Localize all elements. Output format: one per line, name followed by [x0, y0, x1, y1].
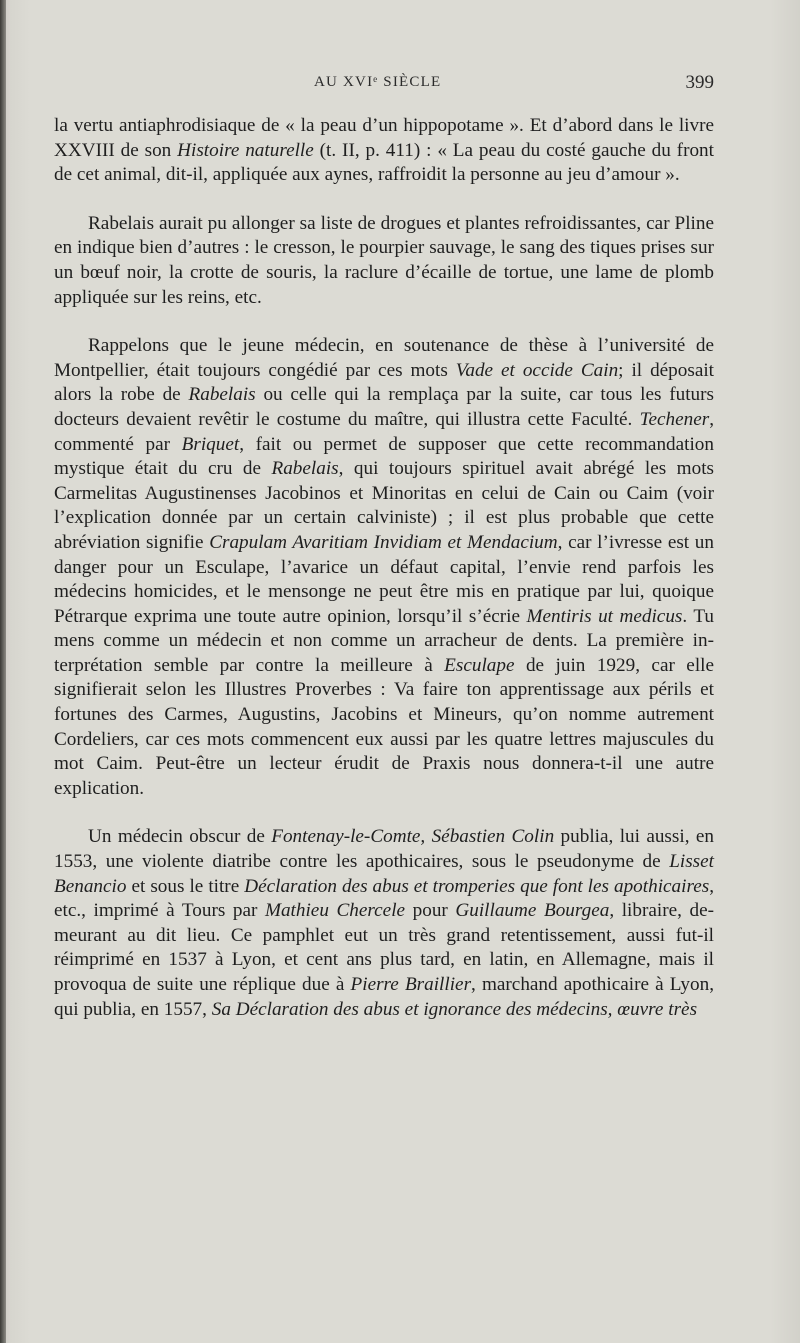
text-run: ou celle qui la remplaça par la suite, car tous les futurs docteurs devaient revêtir le costume du maître, qui illustra cette Faculté. — [54, 384, 715, 430]
text-run: , car l’ivresse est un danger pour un Esculape, l’avarice un défaut capital, l’envie rend parfois les médecins homicides, et le mensonge ne peut être mis en pratique par lui, quoique Pétrarque exprima une toute autre opinion, lorsqu’il s’écrie — [54, 531, 714, 627]
text-run: et sous le titre — [126, 875, 245, 897]
italic-run: Mathieu Chercele — [264, 900, 406, 922]
text-run: Rappelons que le jeune médecin, en soutenance de thèse à l’université de Montpellier, était toujours congédié par ces mots — [54, 335, 714, 381]
italic-run: Briquet — [181, 433, 240, 455]
italic-run: Rabelais — [188, 384, 256, 406]
text-run: pour — [405, 900, 456, 922]
text-run: de juin 1929, car elle signifierait selon les Illustres Proverbes : Va faire ton apprentissage aux périls et fortunes des Carmes, Augustins, Jacobins et Mineurs, qu’on nomme autrement Cordeliers, car ces mots commencent eux aussi par les quatre lettres majuscules du mot Caim. Peut-être un lecteur érudit de Praxis nous donnera-t-il une autre explication. — [54, 654, 714, 799]
text-run: Rabelais aurait pu allonger sa liste de drogues et plantes refroidissantes, car Pline en indique bien d’autres : le cresson, le pourpier sauvage, le sang des tiques prises sur un bœuf noir, la crotte de souris, la raclure d’écaille de tortue, une lame de plomb appliquée sur les reins, etc. — [54, 212, 714, 308]
text-run: (t. II, p. 411) : « La peau du costé gauche du front de cet animal, dit-il, appliquée aux aynes, raffroidit la personne au jeu d’amour ». — [54, 139, 714, 186]
paragraph-montpellier-these — [54, 334, 714, 801]
page-header — [54, 72, 714, 98]
text-run: , qui toujours spirituel avait abrégé les mots Carmelitas Augustinenses Jacobinos et Minoritas en celui de Cain ou Caim (voir l’explication donnée par un certain calviniste) ; il est plus probable que cette abréviation signifie — [54, 458, 714, 553]
text-run: , etc., imprimé à Tours par — [54, 875, 714, 922]
italic-run: Sa Déclaration des abus et ignorance des médecins, œuvre très — [211, 998, 698, 1020]
paragraph-hippopotame — [54, 114, 714, 188]
italic-run: Histoire naturelle — [177, 139, 314, 161]
text-run: , libraire, demeurant au dit lieu. Ce pamphlet eut un très grand retentissement, aussi fut-il réimprimé en 1537 à Lyon, et cent ans plus tard, en latin, en Allemagne, mais il provoqua de suite une réplique due à — [54, 900, 714, 995]
paragraph-medecin-fontenay — [54, 825, 714, 1022]
text-run: , commenté par — [54, 408, 714, 455]
text-run: la vertu antiaphrodisiaque de « la peau d’un hippopotame ». Et d’abord dans le livre XXVIII de son — [54, 115, 714, 161]
text-run: Un médecin obscur de — [88, 826, 272, 848]
italic-run: Crapulam Avaritiam Invidiam et Mendacium — [209, 531, 558, 553]
running-head: AU XVIᵉ SIÈCLE — [314, 74, 442, 90]
italic-run: Rabelais — [271, 458, 339, 480]
body-text — [54, 114, 714, 1022]
book-spine-edge — [0, 0, 6, 1343]
italic-run: Lisset Benancio — [54, 851, 714, 897]
italic-run: Techener — [639, 408, 710, 430]
page-number: 399 — [685, 72, 714, 93]
text-run: , fait ou permet de supposer que cette recommandation mystique était du cru de — [54, 433, 714, 480]
text-run: publia, lui aussi, en 1553, une violente diatribe contre les apothicaires, sous le pseudonyme de — [54, 826, 714, 873]
italic-run: Vade et occide Cain — [455, 359, 619, 381]
italic-run: Fontenay-le-Comte, Sébastien Colin — [271, 826, 555, 848]
italic-run: Esculape — [444, 654, 515, 676]
italic-run: Guillaume Bourgea — [455, 900, 610, 922]
text-run: , marchand apothicaire à Lyon, qui publia, en 1557, — [54, 974, 714, 1020]
paragraph-rabelais-drogues — [54, 212, 714, 310]
italic-run: Déclaration des abus et tromperies que font les apothicaires — [244, 875, 710, 897]
text-run: . Tu mens comme un médecin et non comme un arracheur de dents. La première interprétation semble par contre la meilleure à — [54, 605, 714, 676]
text-run: ; il déposait alors la robe de — [54, 359, 715, 406]
italic-run: Mentiris ut medicus — [526, 605, 683, 627]
italic-run: Pierre Braillier — [350, 974, 472, 995]
